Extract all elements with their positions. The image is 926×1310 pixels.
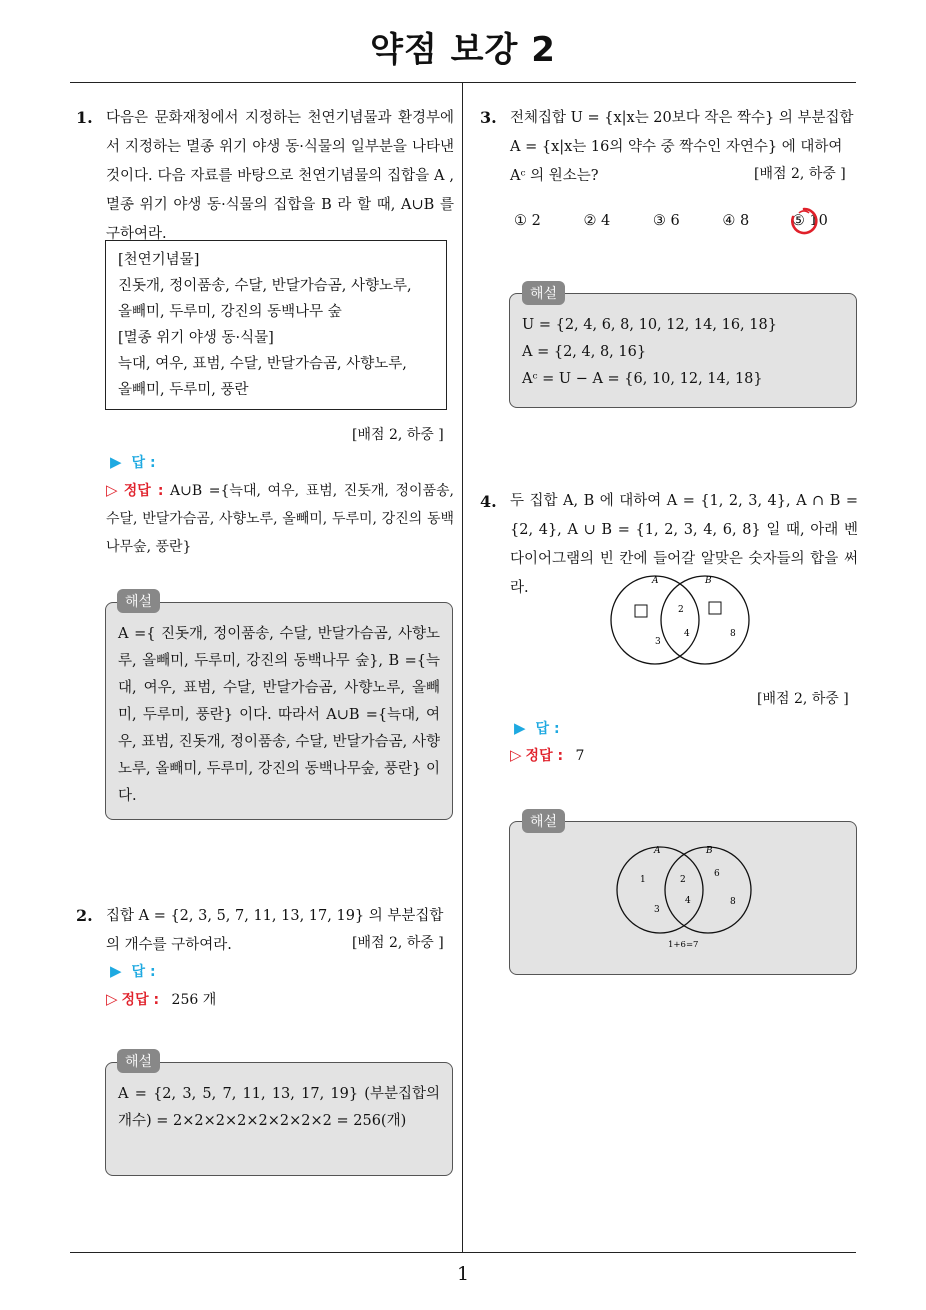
venn-circle-b: [661, 576, 749, 664]
q1-correct-answer: [106, 476, 454, 561]
venn-number: 1: [640, 875, 646, 885]
q1-number: 1.: [76, 108, 93, 127]
q1-score: [배점 2, 하중 ]: [352, 427, 444, 443]
column-divider: [462, 82, 463, 1252]
page-number: 1: [456, 1263, 470, 1285]
q1-data-box: [105, 240, 447, 410]
venn-label-a: A: [654, 846, 661, 856]
selected-answer-mark-icon: [789, 206, 819, 236]
q2-correct-answer: [106, 985, 216, 1014]
q1-box-line: 올빼미, 두루미, 강진의 동백나무 숲: [118, 304, 342, 320]
venn-sum: 1+6=7: [668, 940, 699, 950]
choice-2[interactable]: ② 4: [583, 213, 611, 229]
q4-correct-answer: [510, 741, 584, 770]
q1-explanation-tag: 해설: [117, 589, 160, 613]
q3-score: [배점 2, 하중 ]: [754, 166, 846, 182]
q1-box-line: 진돗개, 정이품송, 수달, 반달가슴곰, 사향노루,: [118, 278, 412, 294]
choice-1[interactable]: ① 2: [514, 213, 541, 229]
q3-number: 3.: [480, 108, 497, 127]
q2-score: [배점 2, 하중 ]: [352, 935, 444, 951]
q2-explanation-box: [105, 1062, 453, 1176]
q3-explanation-line: Aᶜ = U − A = {6, 10, 12, 14, 18}: [522, 371, 763, 387]
outline-triangle-icon: ▷: [510, 746, 522, 764]
choice-3[interactable]: ③ 6: [652, 213, 680, 229]
venn-circle-b: [665, 847, 751, 933]
q4-answer-row: [514, 714, 560, 743]
q1-box-line: [멸종 위기 야생 동·식물]: [118, 330, 274, 346]
q1-answer-row: [110, 448, 156, 477]
venn-number: 8: [730, 629, 736, 639]
page-title: 약점 보강 2: [370, 30, 556, 70]
q4-venn-diagram: [610, 572, 750, 668]
top-divider: [70, 82, 856, 83]
outline-triangle-icon: ▷: [106, 990, 118, 1008]
answer-label: 답 :: [535, 721, 560, 737]
blank-box-icon: [709, 602, 721, 614]
blank-box-icon: [635, 605, 647, 617]
venn-circle-a: [617, 847, 703, 933]
answer-label: 답 :: [131, 455, 156, 471]
venn-number: 8: [730, 897, 736, 907]
venn-label-b: B: [705, 576, 712, 586]
bottom-divider: [70, 1252, 856, 1253]
q2-number: 2.: [76, 906, 93, 925]
venn-number: 2: [680, 875, 686, 885]
choice-4[interactable]: ④ 8: [722, 213, 750, 229]
q3-text-line: 전체집합 U = {x|x는 20보다 작은 짝수} 의 부분집합: [510, 110, 854, 126]
q1-explanation-box: [105, 602, 453, 820]
correct-label: 정답 :: [121, 992, 160, 1008]
venn-circle-a: [611, 576, 699, 664]
venn-number: 3: [654, 905, 660, 915]
venn-number: 2: [678, 605, 684, 615]
correct-label: 정답 :: [123, 483, 164, 499]
q4-explanation-tag: 해설: [522, 809, 565, 833]
q3-text-line: A = {x|x는 16의 약수 중 짝수인 자연수} 에 대하여: [510, 139, 843, 155]
q1-correct-text: A∪B ={늑대, 여우, 표범, 진돗개, 정이품송, 수달, 반달가슴곰, 사향노루, 올빼미, 두루미, 강진의 동백나무숲, 풍란}: [106, 483, 454, 555]
q2-explanation-tag: 해설: [117, 1049, 160, 1073]
q1-box-line: 늑대, 여우, 표범, 수달, 반달가슴곰, 사향노루,: [118, 356, 407, 372]
q4-number: 4.: [480, 492, 497, 511]
venn-label-a: A: [652, 576, 659, 586]
q3-explanation-line: A = {2, 4, 8, 16}: [522, 344, 647, 360]
q2-explanation-text: A = {2, 3, 5, 7, 11, 13, 17, 19} (부분집합의 개수) = 2×2×2×2×2×2×2×2 = 256(개): [118, 1086, 440, 1129]
q3-explanation-box: [509, 293, 857, 408]
choice-5[interactable]: ⑤ 10: [791, 213, 828, 229]
q4-explanation-box: [509, 821, 857, 975]
q2-answer-row: [110, 957, 156, 986]
play-triangle-icon: ▶: [110, 962, 122, 980]
q1-text: 다음은 문화재청에서 지정하는 천연기념물과 환경부에서 지정하는 멸종 위기 야생 동·식물의 일부분을 나타낸 것이다. 다음 자료를 바탕으로 천연기념물의 집합을 A , 멸종 위기 야생 동·식물의 집합을 B 라 할 때, A∪B 를 구하여라.: [106, 110, 454, 242]
q3-choices: [514, 213, 828, 229]
venn-number: 3: [655, 637, 661, 647]
q1-explanation-text: A ={ 진돗개, 정이품송, 수달, 반달가슴곰, 사향노루, 올빼미, 두루미, 강진의 동백나무 숲}, B ={늑대, 여우, 표범, 수달, 반달가슴곰, 사향노루, 올빼미, 두루미, 풍란} 이다. 따라서 A∪B ={늑대, 여우, 표범, 진돗개, 정이품송, 수달, 반달가슴곰, 사향노루, 올빼미, 두루미, 강진의 동백나무숲, 풍란} 이다.: [118, 626, 440, 804]
outline-triangle-icon: ▷: [106, 481, 120, 499]
q2-text-line: 의 개수를 구하여라.: [106, 937, 232, 953]
q4-explanation-venn: [612, 840, 760, 956]
answer-label: 답 :: [131, 964, 156, 980]
q3-text-line: Aᶜ 의 원소는?: [510, 168, 599, 184]
q4-text: 두 집합 A, B 에 대하여 A = {1, 2, 3, 4}, A ∩ B = {2, 4}, A ∪ B = {1, 2, 3, 4, 6, 8} 일 때, 아래 벤 다이어그램의 빈 칸에 들어갈 알맞은 숫자들의 합을 써라.: [510, 493, 858, 596]
correct-label: 정답 :: [525, 748, 564, 764]
q4-correct-text: 7: [575, 748, 585, 764]
q2-correct-text: 256 개: [171, 992, 217, 1008]
play-triangle-icon: ▶: [514, 719, 526, 737]
q3-explanation-tag: 해설: [522, 281, 565, 305]
play-triangle-icon: ▶: [110, 453, 122, 471]
venn-number: 4: [684, 629, 690, 639]
venn-number: 4: [685, 896, 691, 906]
q1-box-line: [천연기념물]: [118, 252, 200, 268]
venn-label-b: B: [706, 846, 713, 856]
q1-box-line: 올빼미, 두루미, 풍란: [118, 382, 249, 398]
venn-number: 6: [714, 869, 720, 879]
q2-text-line: 집합 A = {2, 3, 5, 7, 11, 13, 17, 19} 의 부분집합: [106, 908, 444, 924]
q3-explanation-line: U = {2, 4, 6, 8, 10, 12, 14, 16, 18}: [522, 317, 777, 333]
q4-score: [배점 2, 하중 ]: [757, 691, 849, 707]
